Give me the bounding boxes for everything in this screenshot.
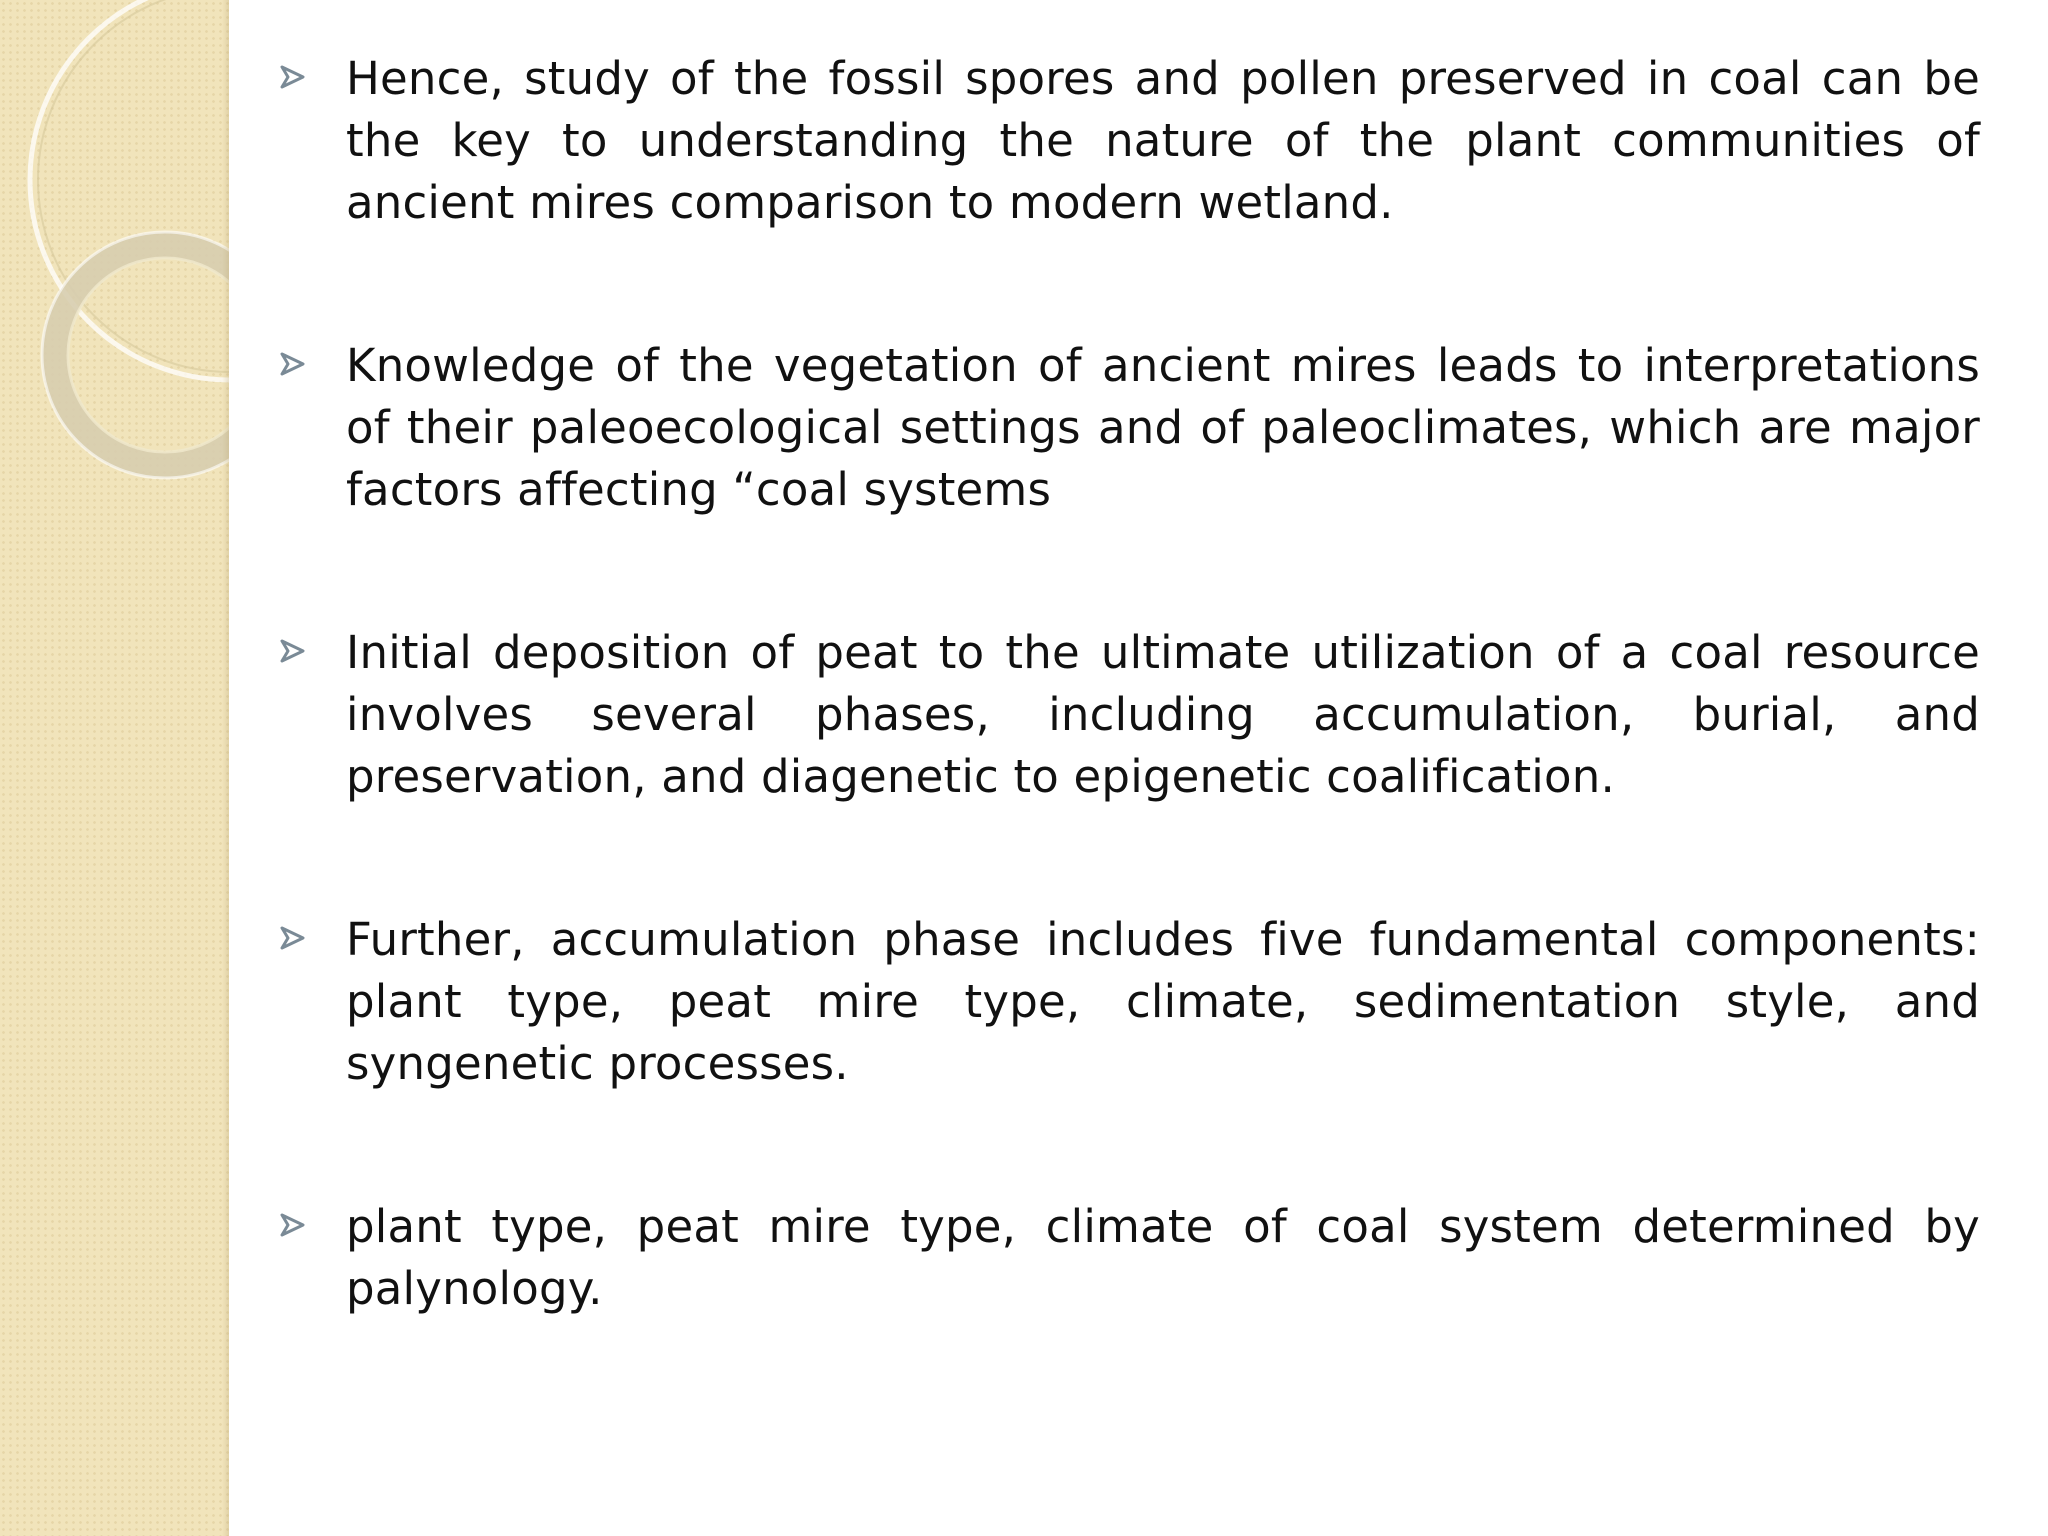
arrowhead-bullet-icon — [280, 335, 346, 377]
bullet-item — [280, 335, 1980, 521]
bullet-text: Initial deposition of peat to the ultimate utilization of a coal resource involves several phases, including accumulation, burial, and preservation, and diagenetic to epigenetic coalification. — [346, 626, 1980, 803]
bullet-text: Further, accumulation phase includes five fundamental components: plant type, peat mire type, climate, sedimentation style, and syngenetic processes. — [346, 913, 1980, 1090]
arrowhead-bullet-icon — [280, 622, 346, 664]
bullet-item — [280, 1196, 1980, 1320]
bullet-item — [280, 909, 1980, 1095]
bullet-text: Knowledge of the vegetation of ancient mires leads to interpretations of their paleoecological settings and of paleoclimates, which are major factors affecting “coal systems — [346, 339, 1980, 516]
bullet-text: plant type, peat mire type, climate of coal system determined by palynology. — [346, 1200, 1980, 1315]
arrowhead-bullet-icon — [280, 1196, 346, 1238]
bullet-text: Hence, study of the fossil spores and pollen preserved in coal can be the key to understanding the nature of the plant communities of ancient mires comparison to modern wetland. — [346, 52, 1980, 229]
side-panel-edge-shadow — [222, 0, 229, 1536]
decorative-side-panel — [0, 0, 229, 1536]
slide-content — [280, 48, 1980, 1421]
arrowhead-bullet-icon — [280, 48, 346, 90]
bullet-item — [280, 622, 1980, 808]
bullet-item — [280, 48, 1980, 234]
decorative-rings-graphic — [0, 0, 229, 1536]
arrowhead-bullet-icon — [280, 909, 346, 951]
